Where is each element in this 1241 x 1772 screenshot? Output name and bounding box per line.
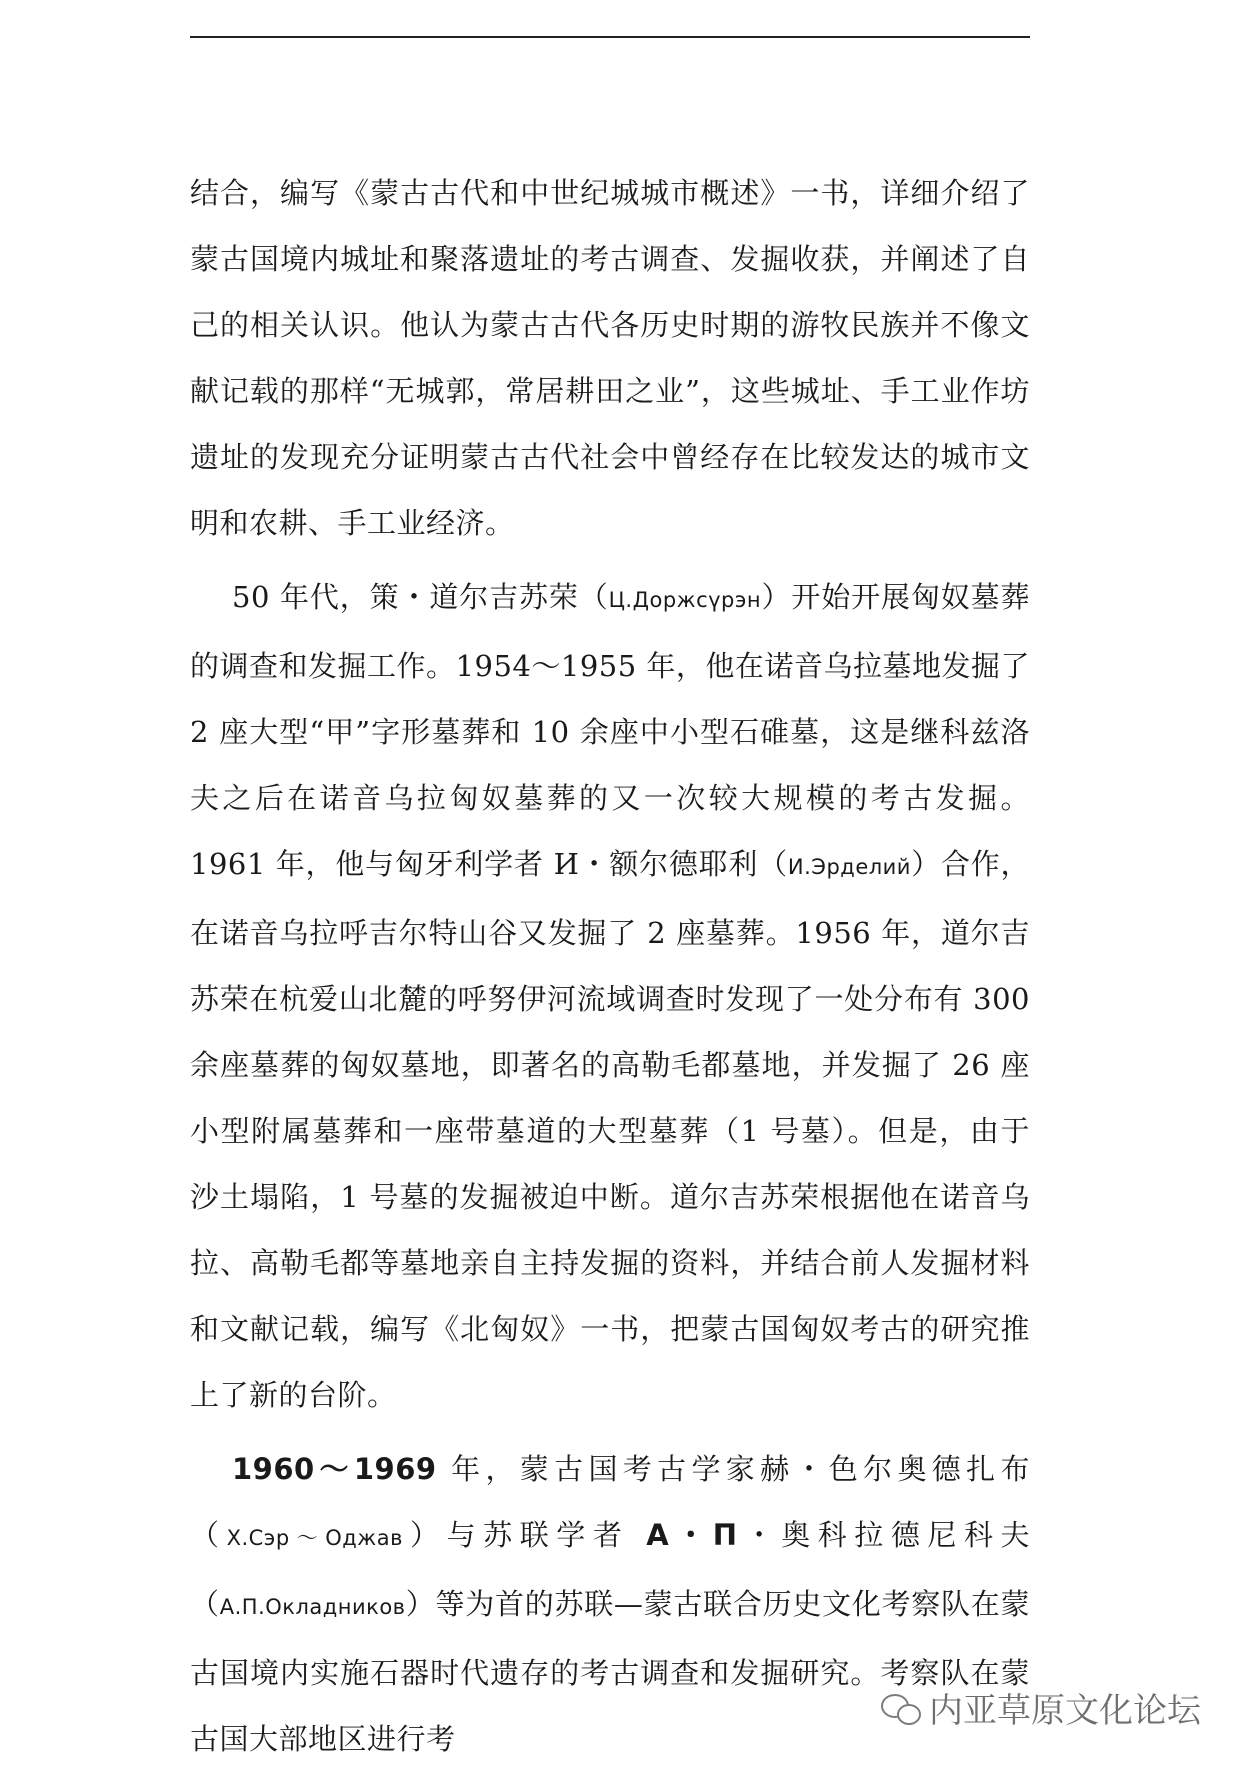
paragraph-3-text-a: 年，蒙古国考古学家赫・色尔奥德扎布（ bbox=[190, 1452, 1030, 1552]
watermark-text: 内亚草原文化论坛 bbox=[929, 1691, 1201, 1731]
cyrillic-name-okladnikov: А.П.Окладников bbox=[219, 1595, 406, 1619]
paragraph-2 bbox=[190, 564, 1030, 1428]
document-body bbox=[190, 160, 1030, 1772]
paragraph-2-text-b: ）开始开展匈奴墓葬的调查和发掘工作。1954～1955 年，他在诺音乌拉墓地发掘了 2 座大型“甲”字形墓葬和 10 余座中小型石碓墓，这是继科兹洛夫之后在诺音乌拉匈奴墓葬的又一次较大规模的考古发掘。1961 年，他与匈牙利学者 И・额尔德耶利（ bbox=[190, 580, 1030, 881]
cyrillic-name-dorjsuren: Ц.Доржсүрэн bbox=[608, 588, 762, 612]
paragraph-1: 结合，编写《蒙古古代和中世纪城城市概述》一书，详细介绍了蒙古国境内城址和聚落遗址的考古调查、发掘收获，并阐述了自己的相关认识。他认为蒙古古代各历史时期的游牧民族并不像文献记载的那样“无城郭，常居耕田之业”，这些城址、手工业作坊遗址的发现充分证明蒙古古代社会中曾经存在比较发达的城市文明和农耕、手工业经济。 bbox=[190, 176, 1030, 540]
initials-okladnikov: А・П bbox=[646, 1518, 738, 1552]
wechat-icon bbox=[881, 1692, 921, 1724]
watermark bbox=[881, 1683, 1201, 1732]
paragraph-2-text-c: ）合作，在诺音乌拉呼吉尔特山谷又发掘了 2 座墓葬。1956 年，道尔吉苏荣在杭爱山北麓的呼努伊河流域调查时发现了一处分布有 300 余座墓葬的匈奴墓地，即著名的高勒毛都墓地，并发掘了 26 座小型附属墓葬和一座带墓道的大型墓葬（1 号墓）。但是，由于沙土塌陷，1 号墓的发掘被迫中断。道尔吉苏荣根据他在诺音乌拉、高勒毛都等墓地亲自主持发掘的资料，并结合前人发掘材料和文献记载，编写《北匈奴》一书，把蒙古国匈奴考古的研究推上了新的台阶。 bbox=[190, 847, 1030, 1412]
header-rule bbox=[190, 36, 1030, 38]
paragraph-3-text-b: ）与苏联学者 bbox=[402, 1518, 647, 1552]
paragraph-2-text-a: 50 年代，策・道尔吉苏荣（ bbox=[232, 580, 609, 614]
year-range: 1960～1969 bbox=[232, 1452, 437, 1486]
paragraph-3-text-d: ）等为首的苏联—蒙古联合历史文化考察队在蒙古国境内实施石器时代遗存的考古调查和发掘研究。考察队在蒙古国大部地区进行考 bbox=[190, 1587, 1030, 1756]
cyrillic-name-erdelyi: И.Эрделий bbox=[787, 855, 911, 879]
cyrillic-name-serodjav: Х.Сэр～Оджав bbox=[226, 1526, 403, 1550]
paragraph-3-text-c: ・奥科拉德尼科夫（ bbox=[190, 1518, 1031, 1621]
